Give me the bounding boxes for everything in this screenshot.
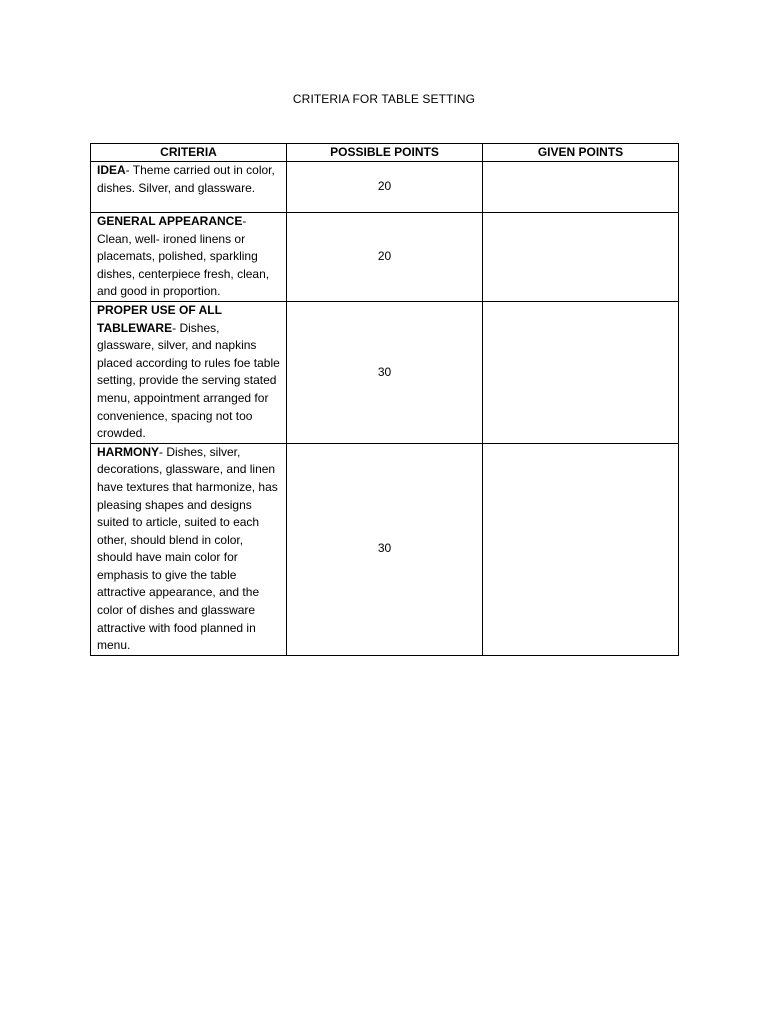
header-possible-points: POSSIBLE POINTS [287, 144, 483, 162]
criteria-name: HARMONY [97, 444, 159, 459]
header-given-points: GIVEN POINTS [483, 144, 679, 162]
criteria-description: - Clean, well- ironed linens or placemats, polished, sparkling dishes, centerpiece fresh, clean, and good in proportion. [97, 214, 270, 299]
document-title: CRITERIA FOR TABLE SETTING [292, 92, 476, 106]
given-points-cell[interactable] [483, 301, 679, 443]
criteria-cell [91, 162, 287, 213]
possible-points-cell: 30 [287, 443, 483, 655]
possible-points-cell: 20 [287, 162, 483, 213]
table-header-row [91, 144, 679, 162]
possible-points-cell: 20 [287, 213, 483, 302]
criteria-name: GENERAL APPEARANCE [97, 214, 243, 228]
criteria-cell [91, 443, 287, 655]
criteria-name: PROPER USE OF ALL TABLEWARE [97, 302, 222, 335]
possible-points-cell: 30 [287, 301, 483, 443]
criteria-cell [91, 301, 287, 443]
criteria-description: - Theme carried out in color, dishes. Silver, and glassware. [97, 163, 275, 195]
criteria-name: IDEA [97, 163, 126, 177]
header-criteria: CRITERIA [91, 144, 287, 162]
criteria-cell [91, 213, 287, 302]
criteria-description: - Dishes, silver, decorations, glassware, and linen have textures that harmonize, has pleasing shapes and designs suited to article, suited to each other, should blend in color, should have main color for emphasis to give the table attractive appearance, and the color of dishes and glassware attractive with food planned in menu. [97, 444, 278, 653]
given-points-cell[interactable] [483, 162, 679, 213]
table-row [91, 213, 679, 302]
criteria-table [90, 143, 679, 656]
given-points-cell[interactable] [483, 443, 679, 655]
table-row [91, 162, 679, 213]
criteria-description: - Dishes, glassware, silver, and napkins placed according to rules foe table setting, provide the serving stated menu, appointment arranged for convenience, spacing not too crowded. [97, 320, 280, 441]
given-points-cell[interactable] [483, 213, 679, 302]
table-row [91, 301, 679, 443]
table-row [91, 443, 679, 655]
